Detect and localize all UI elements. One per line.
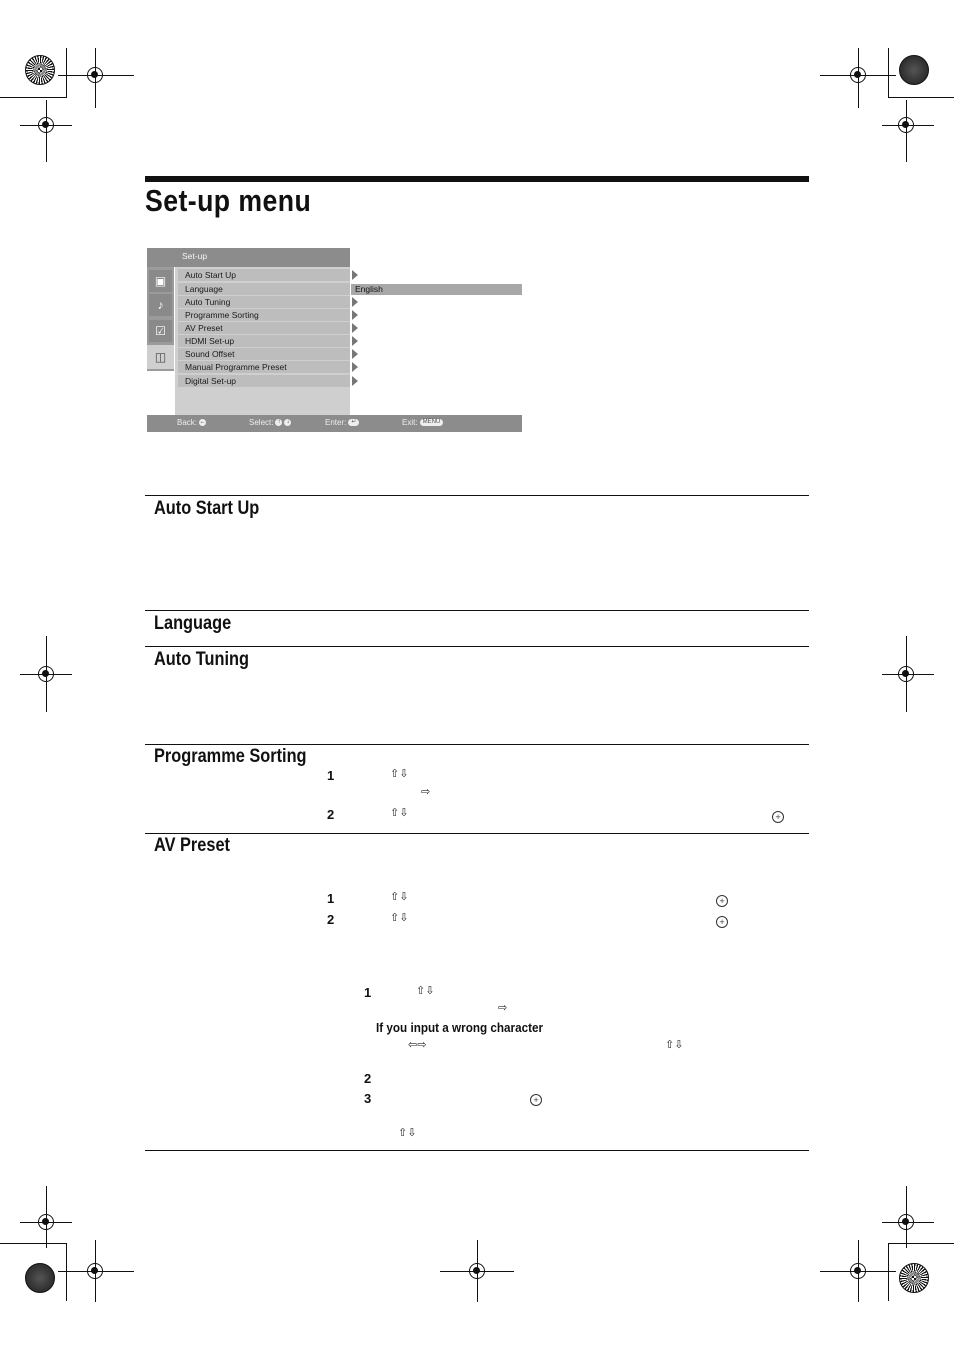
enter-hint: Enter: ↵: [325, 418, 359, 427]
ok-button-icon: +: [772, 811, 784, 823]
left-right-arrow-icon: ⇦⇨: [408, 1038, 427, 1051]
registration-target-icon: [850, 1263, 866, 1279]
submenu-arrow-icon: [352, 270, 358, 280]
right-arrow-icon: ⇨: [498, 1001, 508, 1014]
registration-target-icon: [898, 1214, 914, 1230]
menu-footer-bar: [147, 415, 522, 432]
menu-item-language[interactable]: Language: [178, 283, 350, 295]
step-number: 2: [364, 1071, 372, 1086]
step-number: 1: [364, 985, 372, 1000]
step-number: 1: [327, 768, 335, 783]
title-rule: [145, 176, 809, 182]
menu-item-auto-tuning[interactable]: Auto Tuning: [178, 296, 350, 308]
menu-item-manual-programme-preset[interactable]: Manual Programme Preset: [178, 361, 350, 373]
setup-menu-screen: [147, 248, 522, 432]
submenu-arrow-icon: [352, 336, 358, 346]
right-arrow-icon: ⇨: [421, 785, 431, 798]
registration-target-icon: [850, 67, 866, 83]
up-down-arrow-icon: ⇧⇩: [665, 1038, 684, 1051]
registration-target-icon: [898, 117, 914, 133]
registration-rosette-icon: [899, 1263, 929, 1293]
enter-key-icon: ↵: [348, 419, 359, 426]
menu-header-label: Set-up: [182, 251, 208, 261]
menu-item-sound-offset[interactable]: Sound Offset: [178, 348, 350, 360]
back-arrow-icon: ←: [199, 419, 206, 426]
registration-target-icon: [469, 1263, 485, 1279]
up-down-arrow-icon: ⇧⇩: [398, 1126, 417, 1139]
menu-item-auto-start-up[interactable]: Auto Start Up: [178, 269, 350, 281]
up-down-arrow-icon: ⇧⇩: [390, 806, 409, 819]
select-hint: Select: ↑ ↓: [249, 418, 290, 427]
language-value[interactable]: English: [351, 284, 522, 295]
registration-target-icon: [38, 117, 54, 133]
menu-item-hdmi-set-up[interactable]: HDMI Set-up: [178, 335, 350, 347]
menu-item-av-preset[interactable]: AV Preset: [178, 322, 350, 334]
step-number: 3: [364, 1091, 372, 1106]
toolbox-icon[interactable]: ◫: [147, 345, 174, 369]
section-divider: [145, 610, 809, 611]
submenu-arrow-icon: [352, 376, 358, 386]
ok-button-icon: +: [716, 916, 728, 928]
submenu-arrow-icon: [352, 323, 358, 333]
section-divider: [145, 1150, 809, 1151]
registration-target-icon: [87, 67, 103, 83]
down-arrow-icon: ↓: [286, 419, 290, 426]
registration-target-icon: [898, 666, 914, 682]
wrong-character-heading: If you input a wrong character: [376, 1020, 544, 1035]
registration-rosette-icon: [25, 55, 55, 85]
submenu-arrow-icon: [352, 349, 358, 359]
section-divider: [145, 744, 809, 745]
page-title: Set-up menu: [145, 183, 312, 218]
heading-auto-start-up: Auto Start Up: [154, 498, 260, 519]
ok-button-icon: +: [716, 895, 728, 907]
registration-target-icon: [38, 666, 54, 682]
ok-button-icon: +: [530, 1094, 542, 1106]
music-note-icon[interactable]: ♪: [149, 294, 172, 316]
up-down-arrow-icon: ⇧⇩: [390, 890, 409, 903]
picture-icon[interactable]: ▣: [149, 270, 172, 292]
menu-header-bar: [147, 248, 350, 267]
up-arrow-icon: ↑: [277, 419, 281, 426]
registration-target-icon: [38, 1214, 54, 1230]
up-down-arrow-icon: ⇧⇩: [390, 767, 409, 780]
step-number: 1: [327, 891, 335, 906]
exit-hint: Exit: MENU: [402, 418, 443, 427]
menu-key-badge: MENU: [420, 419, 444, 426]
section-divider: [145, 833, 809, 834]
heading-auto-tuning: Auto Tuning: [154, 649, 249, 670]
registration-target-icon: [87, 1263, 103, 1279]
submenu-arrow-icon: [352, 297, 358, 307]
up-down-arrow-icon: ⇧⇩: [390, 911, 409, 924]
checklist-icon[interactable]: ☑: [149, 320, 172, 342]
submenu-arrow-icon: [352, 310, 358, 320]
menu-item-programme-sorting[interactable]: Programme Sorting: [178, 309, 350, 321]
back-hint: Back: ←: [177, 418, 206, 427]
step-number: 2: [327, 807, 335, 822]
menu-item-digital-set-up[interactable]: Digital Set-up: [178, 375, 350, 387]
section-divider: [145, 646, 809, 647]
registration-disc-icon: [899, 55, 929, 85]
heading-language: Language: [154, 613, 232, 634]
up-down-arrow-icon: ⇧⇩: [416, 984, 435, 997]
heading-av-preset: AV Preset: [154, 835, 230, 856]
section-divider: [145, 495, 809, 496]
step-number: 2: [327, 912, 335, 927]
heading-programme-sorting: Programme Sorting: [154, 746, 307, 767]
submenu-arrow-icon: [352, 362, 358, 372]
registration-disc-icon: [25, 1263, 55, 1293]
